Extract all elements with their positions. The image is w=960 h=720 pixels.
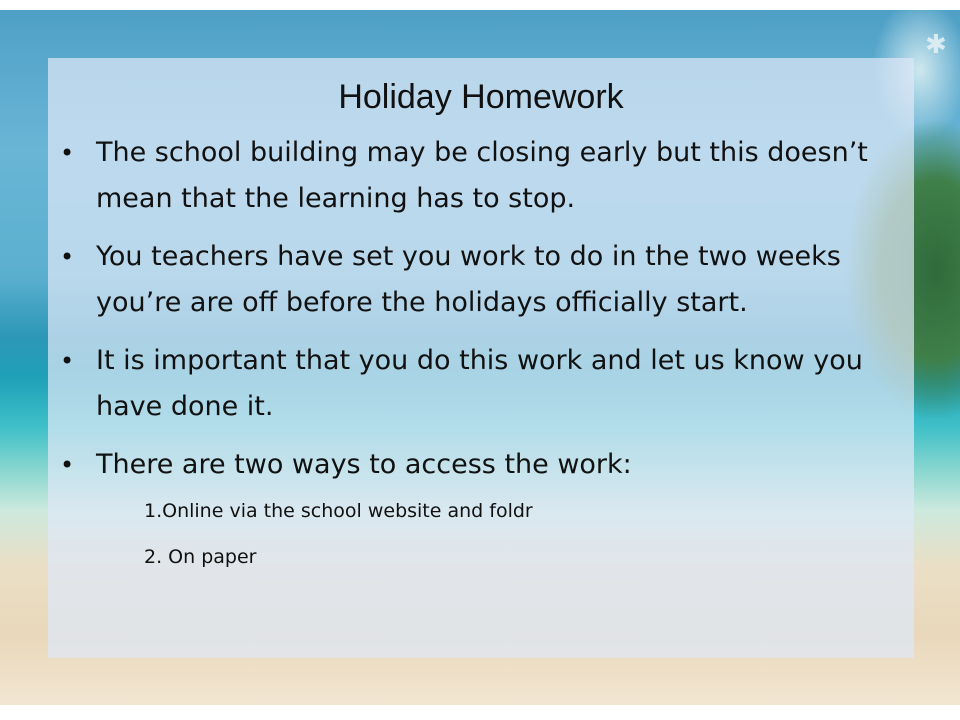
bullet-item	[48, 442, 914, 488]
bullet-item	[48, 234, 914, 326]
sub-item-online: 1.Online via the school website and foldr	[144, 500, 533, 522]
bullet-icon: •	[60, 139, 75, 167]
palm-tree-icon: ✱	[925, 30, 947, 60]
content-panel	[48, 58, 914, 658]
bullet-icon: •	[60, 451, 75, 479]
bullet-text: It is important that you do this work and let us know you have done it.	[96, 345, 863, 422]
bullet-list	[48, 130, 914, 580]
sub-item-paper: 2. On paper	[144, 546, 257, 568]
bullet-text: There are two ways to access the work:	[96, 449, 632, 480]
bullet-item	[48, 338, 914, 430]
bullet-item	[48, 130, 914, 222]
bullet-text: You teachers have set you work to do in the two weeks you’re are off before the holidays officially start.	[96, 241, 841, 318]
bullet-text: The school building may be closing early but this doesn’t mean that the learning has to stop.	[96, 137, 868, 214]
slide-title: Holiday Homework	[338, 78, 624, 116]
bullet-icon: •	[60, 243, 75, 271]
bullet-icon: •	[60, 347, 75, 375]
slide-canvas	[0, 10, 960, 705]
